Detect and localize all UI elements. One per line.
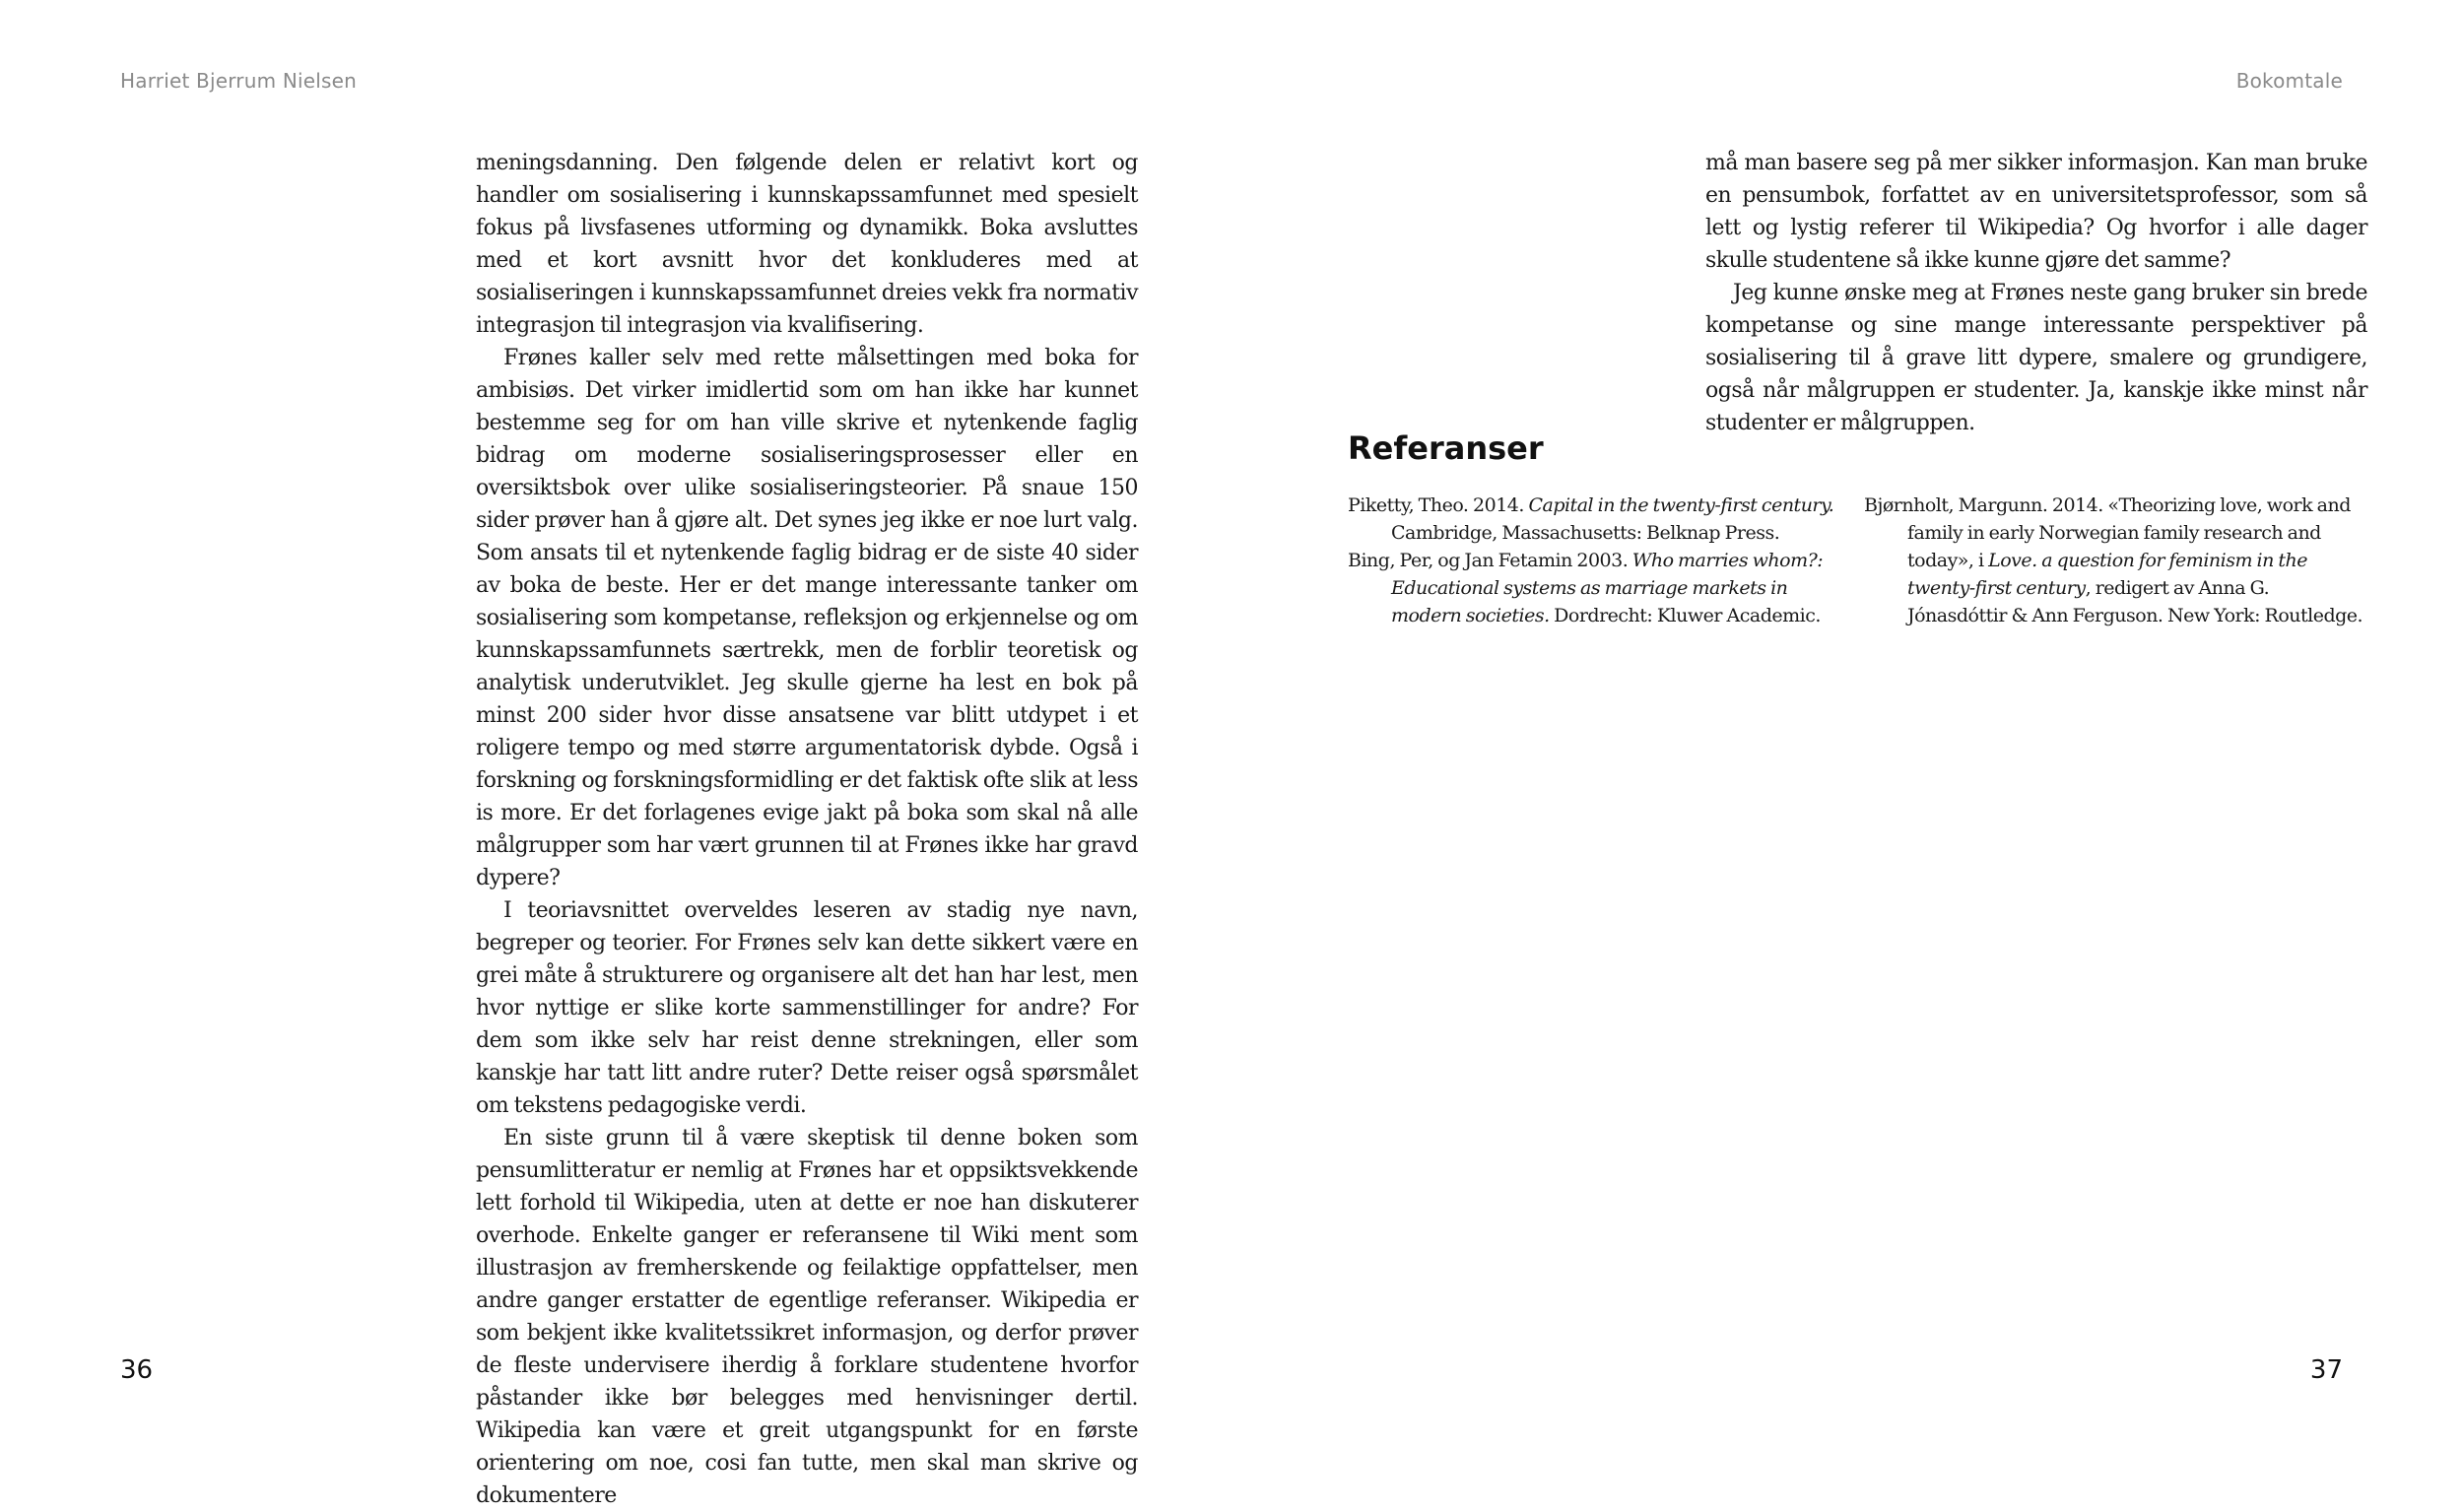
reference-entry bbox=[1864, 492, 2367, 629]
reference-author: Bjørnholt, Margunn. 2014. «Theorizing love, work and family in early Norwegian family research and today», i bbox=[1864, 494, 2351, 571]
paragraph: En siste grunn til å være skeptisk til denne boken som pensumlitteratur er nemlig at Frønes har et oppsiktsvekkende lett forhold til Wikipedia, uten at dette er noe han diskuterer overhode. Enkelte ganger er referansene til Wiki ment som illustrasjon av fremherskende og feilaktige oppfattelser, men andre ganger erstatter de egentlige referanser. Wikipedia er som bekjent ikke kvalitetssikret informasjon, og derfor prøver de fleste undervisere iherdig å forklare studentene hvorfor påstander ikke bør belegges med henvisninger dertil. Wikipedia kan være et greit utgangspunkt for en første orientering om noe, cosi fan tutte, men skal man skrive og dokumentere bbox=[476, 1126, 1138, 1508]
right-page bbox=[1232, 0, 2463, 1478]
running-head-author: Harriet Bjerrum Nielsen bbox=[120, 69, 358, 93]
reference-publisher: , redigert av Anna G. Jónasdóttir & Ann Ferguson. New York: Routledge. bbox=[1907, 577, 2363, 626]
reference-publisher: Dordrecht: Kluwer Academic. bbox=[1549, 605, 1821, 626]
reference-title: Love. a question for feminism in the twenty-first century bbox=[1907, 550, 2307, 599]
reference-title: Who marries whom?: Educational systems as marriage markets in modern societies. bbox=[1391, 550, 1824, 626]
references-column-1 bbox=[1348, 492, 1850, 629]
left-body-text bbox=[476, 147, 1138, 1512]
reference-author: Piketty, Theo. 2014. bbox=[1348, 494, 1529, 516]
reference-entry bbox=[1348, 492, 1850, 547]
references-heading: Referanser bbox=[1348, 429, 1544, 467]
reference-entry bbox=[1348, 547, 1850, 629]
reference-publisher: Cambridge, Massachusetts: Belknap Press. bbox=[1391, 522, 1780, 544]
left-page bbox=[0, 0, 1232, 1508]
page-number: 37 bbox=[2309, 1355, 2343, 1385]
references-column-2 bbox=[1864, 492, 2367, 629]
reference-author: Bing, Per, og Jan Fetamin 2003. bbox=[1348, 550, 1632, 571]
paragraph: meningsdanning. Den følgende delen er relativt kort og handler om sosialisering i kunnskapssamfunnet med spesielt fokus på livsfasenes utforming og dynamikk. Boka avsluttes med et kort avsnitt hvor det konkluderes med at sosialiseringen i kunnskapssamfunnet dreies vekk fra normativ integrasjon til integrasjon via kvalifisering. bbox=[476, 151, 1138, 338]
reference-title: Capital in the twenty-first century. bbox=[1528, 494, 1834, 516]
right-body-text bbox=[1705, 147, 2367, 439]
paragraph: I teoriavsnittet overveldes leseren av stadig nye navn, begreper og teorier. For Frønes selv kan dette sikkert være en grei måte å strukturere og organisere alt det han har lest, men hvor nyttige er slike korte sammenstillinger for andre? For dem som ikke selv har reist denne strekningen, eller som kanskje har tatt litt andre ruter? Dette reiser også spørsmålet om tekstens pedagogiske verdi. bbox=[476, 898, 1138, 1118]
paragraph: Jeg kunne ønske meg at Frønes neste gang bruker sin brede kompetanse og sine mange interessante perspektiver på sosialisering til å grave litt dypere, smalere og grundigere, også når målgruppen er studenter. Ja, kanskje ikke minst når studenter er målgruppen. bbox=[1705, 281, 2367, 435]
paragraph: Frønes kaller selv med rette målsettingen med boka for ambisiøs. Det virker imidlertid som om han ikke har kunnet bestemme seg for om han ville skrive et nytenkende faglig bidrag om moderne sosialiseringsprosesser eller en oversiktsbok over ulike sosialiseringsteorier. På snaue 150 sider prøver han å gjøre alt. Det synes jeg ikke er noe lurt valg. Som ansats til et nytenkende faglig bidrag er de siste 40 sider av boka de beste. Her er det mange interessante tanker om sosialisering som kompetanse, refleksjon og erkjennelse og om kunnskapssamfunnets særtrekk, men de forblir teoretisk og analytisk underutviklet. Jeg skulle gjerne ha lest en bok på minst 200 sider hvor disse ansatsene var blitt utdypet i et roligere tempo og med større argumentatorisk dybde. Også i forskning og forskningsformidling er det faktisk ofte slik at less is more. Er det forlagenes evige jakt på boka som skal nå alle målgrupper som har vært grunnen til at Frønes ikke har gravd dypere? bbox=[476, 346, 1138, 890]
running-head-section: Bokomtale bbox=[2235, 69, 2343, 93]
paragraph: må man basere seg på mer sikker informasjon. Kan man bruke en pensumbok, forfattet av en universitetsprofessor, som så lett og lystig referer til Wikipedia? Og hvorfor i alle dager skulle studentene så ikke kunne gjøre det samme? bbox=[1705, 151, 2367, 273]
page-number: 36 bbox=[120, 1355, 154, 1385]
